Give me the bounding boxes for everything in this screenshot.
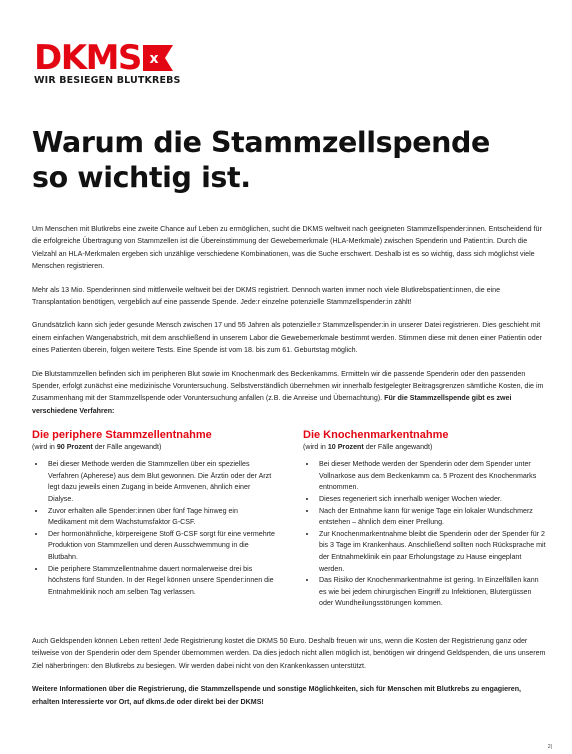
page-title [32, 125, 552, 195]
logo-flag-icon [143, 45, 173, 71]
bone-marrow-method-title: Die Knochenmarkentnahme [303, 429, 449, 442]
logo-flag-symbol: x [149, 51, 159, 67]
procedure-paragraph [32, 368, 547, 418]
more-info-paragraph: Weitere Informationen über die Registrierung, die Stammzellspende und sonstige Möglichkeiten, sich für Menschen mit Blutkrebs zu engagieren, erhalten Interessierte vor Ort, auf dkms.de oder direkt bei der DKMS! [32, 685, 522, 706]
eligibility-paragraph: Grundsätzlich kann sich jeder gesunde Mensch zwischen 17 und 55 Jahren als potenzielle:r Stammzellspender:in in unserer Datei registrieren. Dies geschieht mit einem einfachen Wangenabstrich, mit dem anschließend in unserem Labor die Gewebemerkmale bestimmt werden. Stimmen diese mit denen einer Patientin oder eines Patienten überein, folgen weitere Tests. Eine Spende ist vom 18. bis zum 61. Geburtstag möglich. [32, 321, 542, 355]
logo-wordmark: DKMS [34, 38, 141, 78]
bone-marrow-method-column [303, 428, 547, 610]
bone-marrow-method-frequency: (wird in 10 Prozent der Fälle angewandt) [303, 443, 433, 452]
list-item: • Die periphere Stammzellentnahme dauert normalerweise drei bis höchstens fünf Stunden. In der Regel können unsere Spender:innen die Entnahmeklinik noch am selben Tag verlassen. [46, 564, 276, 599]
logo-tagline: WIR BESIEGEN BLUTKREBS [34, 75, 181, 86]
methods-columns [32, 428, 547, 610]
list-item: • Zur Knochenmarkentnahme bleibt die Spenderin oder der Spender für 2 bis 3 Tage im Krankenhaus. Anschließend sollten noch Rücksprache mit der Entnahmeklinik ein paar Erholungstage zu Hause eingeplant werden. [317, 529, 547, 575]
list-item: • Bei dieser Methode werden die Stammzellen über ein spezielles Verfahren (Apherese) aus dem Blut gewonnen. Die Ärztin oder der Arzt legt dazu jeweils einen Zugang in beide Armvenen, ähnlich einer Dialyse. [46, 459, 276, 505]
peripheral-method-frequency: (wird in 90 Prozent der Fälle angewandt) [32, 443, 162, 452]
list-item: • Das Risiko der Knochenmarkentnahme ist gering. In Einzelfällen kann es wie bei jedem chirurgischen Eingriff zu Infektionen, Blutergüssen oder Wundheilungsstörungen kommen. [317, 575, 547, 610]
page-mark: 2| [547, 744, 552, 750]
list-item: • Nach der Entnahme kann für wenige Tage ein lokaler Wundschmerz entstehen – ähnlich dem einer Prellung. [317, 506, 547, 529]
procedure-text: Die Blutstammzellen befinden sich im peripheren Blut sowie im Knochenmark des Beckenkamms. Ermitteln wir die passende Spenderin oder den passenden Spender, erfolgt zunächst eine medizinische Voruntersuchung. Selbstverständlich übernehmen wir innerhalb festgelegter Beitragsgrenzen sämtliche Kosten, die im Zusammenhang mit der Stammzellspende oder Voruntersuchung anfallen (z.B. die Anreise und Übernachtung). [32, 369, 544, 403]
page-title-line-1: Warum die Stammzellspende [32, 126, 490, 159]
list-item: • Zuvor erhalten alle Spender:innen über fünf Tage hinweg ein Medikament mit dem Wachstumsfaktor G-CSF. [46, 506, 276, 529]
bone-marrow-method-list [303, 459, 547, 610]
intro-paragraph: Um Menschen mit Blutkrebs eine zweite Chance auf Leben zu ermöglichen, sucht die DKMS weltweit nach geeigneten Stammzellspender:innen. Entscheidend für die erfolgreiche Übertragung von Stammzellen ist die Übereinstimmung der Gewebemerkmale (HLA-Merkmale) zwischen Spenderin und Patient:in. Durch die Vielzahl an HLA-Merkmalen ergeben sich unzählige verschiedene Kombinationen, was die Suche erschwert. Deshalb ist es so wichtig, dass sich möglichst viele Menschen registrieren. [32, 225, 542, 271]
donation-paragraph: Auch Geldspenden können Leben retten! Jede Registrierung kostet die DKMS 50 Euro. Deshalb freuen wir uns, wenn die Kosten der Registrierung ganz oder teilweise von der Spenderin oder dem Spender übernommen werden. Da dies jedoch nicht allen möglich ist, benötigen wir dringend Geldspenden, die uns unserem Ziel näherbringen: den Blutkrebs zu besiegen. Wir werden dabei nicht von den Krankenkassen unterstützt. [32, 637, 546, 670]
peripheral-method-column [32, 428, 276, 610]
peripheral-method-title: Die periphere Stammzellentnahme [32, 429, 212, 442]
list-item: • Dieses regeneriert sich innerhalb weniger Wochen wieder. [317, 494, 547, 506]
page-title-line-2: so wichtig ist. [32, 161, 251, 194]
dkms-logo [34, 38, 181, 86]
list-item: • Bei dieser Methode werden der Spenderin oder dem Spender unter Vollnarkose aus dem Beckenkamm ca. 5 Prozent des Knochenmarks entnommen. [317, 459, 547, 494]
procedure-methods-intro: Für die Stammzellspende gibt es zwei verschiedene Verfahren: [32, 394, 512, 415]
list-item: • Der hormonähnliche, körpereigene Stoff G-CSF sorgt für eine vermehrte Produktion von Stammzellen und deren Ausschwemmung in die Blutbahn. [46, 529, 276, 564]
registration-count-paragraph: Mehr als 13 Mio. Spenderinnen sind mittlerweile weltweit bei der DKMS registriert. Dennoch warten immer noch viele Blutkrebspatient:innen, die eine Transplantation benötigen, vergeblich auf eine passende Spende. Jede:r einzelne potenzielle Stammzellspender:in zählt! [32, 285, 501, 307]
article-body [32, 223, 547, 719]
peripheral-method-list [32, 459, 276, 598]
